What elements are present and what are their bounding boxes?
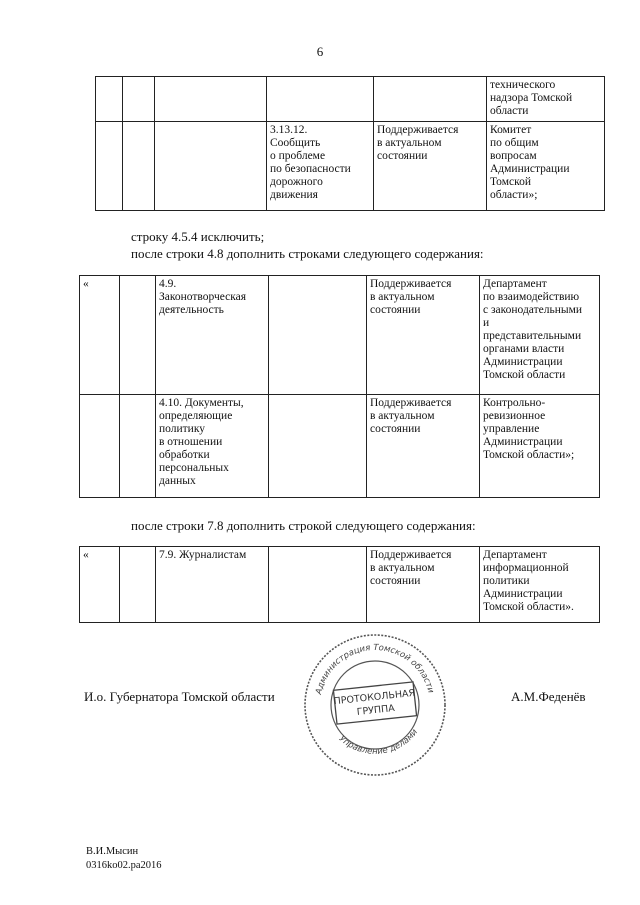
seal-bottom-text: Управление делами [336,727,421,757]
cell [96,77,123,122]
cell [374,77,487,122]
cell [123,77,155,122]
seal-center-text-1: ПРОТОКОЛЬНАЯ [333,687,416,708]
cell: Контрольно- ревизионное управление Администрации Томской области»; [480,395,600,498]
seal-outer-text: Администрация Томской области [314,642,436,696]
signature-position: И.о. Губернатора Томской области [84,689,275,704]
cell [155,122,267,211]
table-row [96,77,605,122]
cell: Поддерживается в актуальном состоянии [367,547,480,623]
cell [267,77,374,122]
paragraph-exclude: строку 4.5.4 исключить; [131,229,265,244]
table-row [80,395,600,498]
cell [120,395,156,498]
table-insert-4-9 [79,275,600,498]
cell: 3.13.12. Сообщить о проблеме по безопасности дорожного движения [267,122,374,211]
footer-file: 0316ko02.pa2016 [86,860,162,871]
cell: Поддерживается в актуальном состоянии [367,276,480,395]
table-continuation [95,76,605,211]
paragraph-add-after-4-8: после строки 4.8 дополнить строками следующего содержания: [131,246,484,261]
paragraph-add-after-7-8: после строки 7.8 дополнить строкой следующего содержания: [131,518,476,533]
cell: Комитет по общим вопросам Администрации Томской области»; [487,122,605,211]
cell [123,122,155,211]
cell: 4.9. Законотворческая деятельность [156,276,269,395]
cell [155,77,267,122]
cell: 7.9. Журналистам [156,547,269,623]
signature-name: А.М.Феденёв [511,689,586,704]
seal-center-text-2: ГРУППА [356,702,396,718]
cell [269,276,367,395]
footer-author: В.И.Мысин [86,846,139,857]
cell: Департамент информационной политики Администрации Томской области». [480,547,600,623]
seal-stamp [302,632,448,778]
table-row [80,547,600,623]
cell [120,547,156,623]
cell: технического надзора Томской области [487,77,605,122]
cell: « [80,276,120,395]
table-insert-7-9 [79,546,600,623]
cell: Поддерживается в актуальном состоянии [367,395,480,498]
cell [96,122,123,211]
page-number: 6 [316,44,324,59]
cell: Поддерживается в актуальном состоянии [374,122,487,211]
cell [269,395,367,498]
cell: 4.10. Документы, определяющие политику в отношении обработки персональных данных [156,395,269,498]
table-row [96,122,605,211]
cell [120,276,156,395]
cell: Департамент по взаимодействию с законодательными и представительными органами власти Администрации Томской области [480,276,600,395]
table-row [80,276,600,395]
cell [80,395,120,498]
cell [269,547,367,623]
cell: « [80,547,120,623]
